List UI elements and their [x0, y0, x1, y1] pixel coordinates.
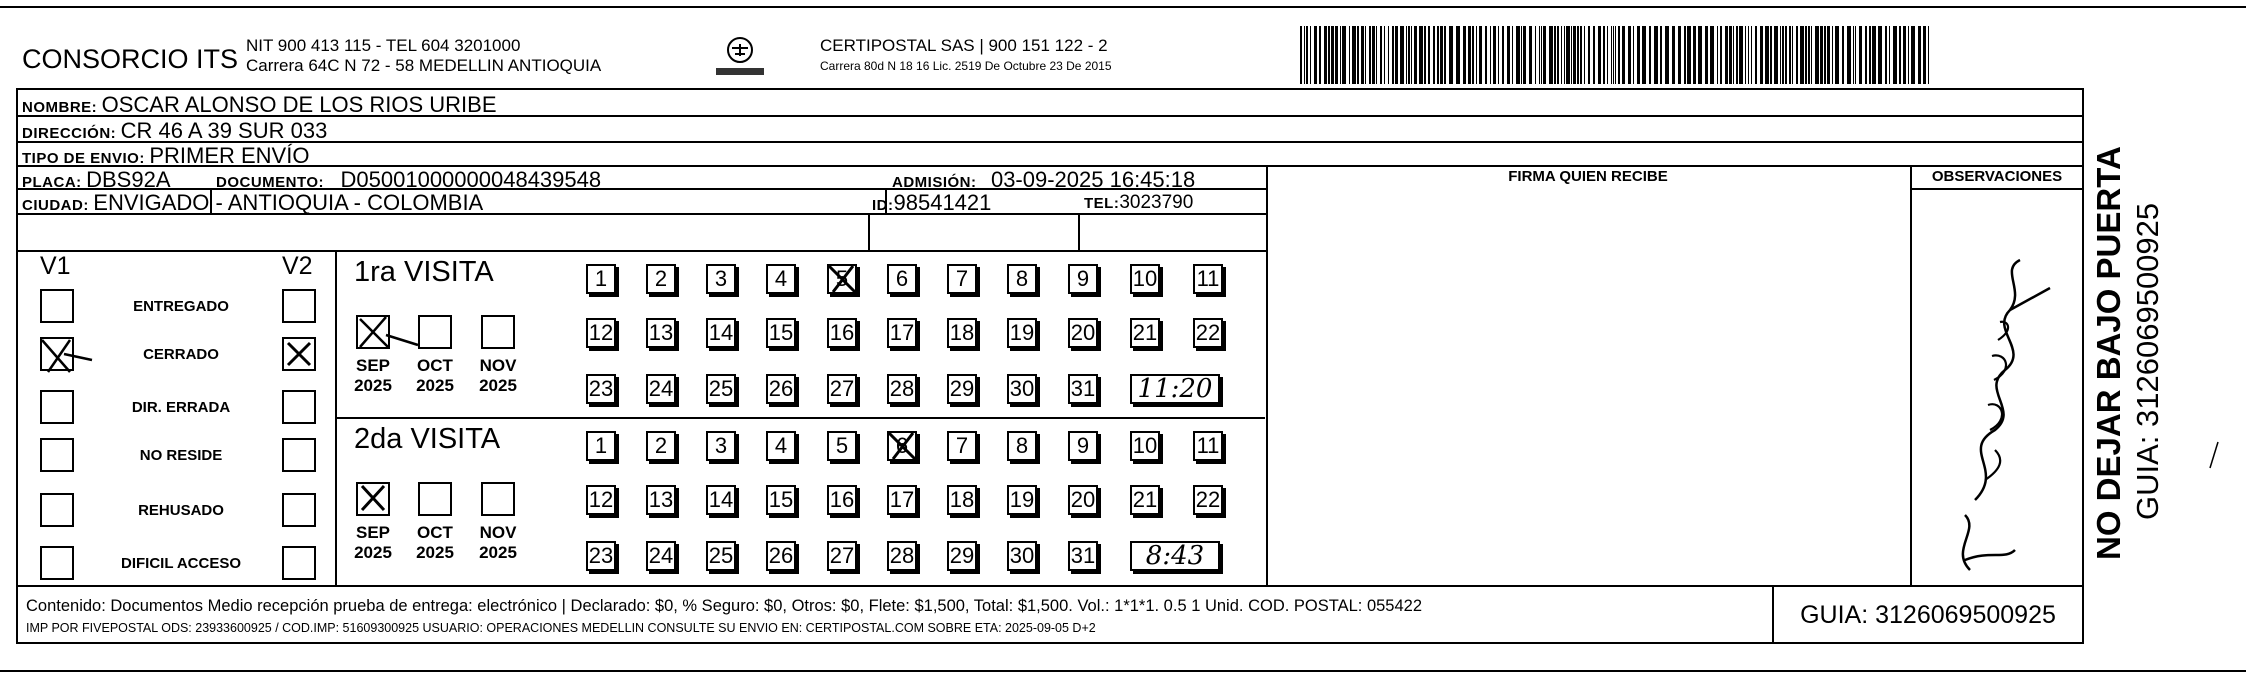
day-box[interactable]: 9 [1068, 264, 1098, 294]
day-box[interactable]: 27 [827, 374, 857, 404]
observaciones-signature [1910, 230, 2084, 580]
month-name: NOV [479, 523, 517, 542]
status-v1-checkbox[interactable] [40, 493, 74, 527]
day-box[interactable]: 31 [1068, 541, 1098, 571]
certipostal-name-line: CERTIPOSTAL SAS | 900 151 122 - 2 [820, 36, 1108, 55]
day-box[interactable]: 10 [1130, 264, 1160, 294]
day-box[interactable]: 2 [646, 431, 676, 461]
tipo-label: TIPO DE ENVIO: [22, 150, 145, 167]
recipient-address: CR 46 A 39 SUR 033 [120, 118, 328, 143]
day-box[interactable]: 10 [1130, 431, 1160, 461]
day-box[interactable]: 25 [706, 374, 736, 404]
status-label: DIFICIL ACCESO [120, 555, 241, 572]
month-checkbox[interactable] [481, 315, 515, 349]
day-box[interactable]: 27 [827, 541, 857, 571]
status-v2-checkbox[interactable] [282, 546, 316, 580]
tel-cell [1084, 192, 1193, 214]
day-box[interactable]: 8 [1007, 431, 1037, 461]
day-box[interactable]: 19 [1007, 485, 1037, 515]
direccion-row [22, 118, 327, 144]
day-box[interactable]: 26 [766, 541, 796, 571]
day-box[interactable]: 16 [827, 485, 857, 515]
visit-time[interactable]: 11:20 [1130, 374, 1220, 404]
month-checkbox[interactable] [418, 315, 452, 349]
day-box[interactable]: 15 [766, 485, 796, 515]
day-box[interactable]: 25 [706, 541, 736, 571]
status-v1-checkbox[interactable] [40, 390, 74, 424]
day-box[interactable]: 29 [947, 374, 977, 404]
v2-check-mark [282, 337, 316, 371]
status-label: REHUSADO [138, 502, 224, 519]
day-box[interactable]: 6 [887, 264, 917, 294]
side-warning: NO DEJAR BAJO PUERTA [2090, 146, 2127, 560]
bottom-rule [0, 670, 2246, 672]
top-rule [0, 6, 2246, 8]
day-box[interactable]: 8 [1007, 264, 1037, 294]
day-box[interactable]: 21 [1130, 485, 1160, 515]
month-label [348, 356, 398, 396]
edge-mark [2204, 440, 2224, 470]
day-box[interactable]: 29 [947, 541, 977, 571]
month-name: SEP [355, 523, 391, 542]
month-checkbox[interactable] [481, 482, 515, 516]
month-name: OCT [417, 523, 453, 542]
documento-label: DOCUMENTO: [216, 174, 325, 191]
id-value: 98541421 [893, 190, 992, 215]
placa-value: DBS92A [86, 167, 171, 192]
v1-check-mark [36, 334, 96, 374]
day-box[interactable]: 11 [1193, 431, 1223, 461]
day-box[interactable]: 4 [766, 264, 796, 294]
company-nit-line: NIT 900 413 115 - TEL 604 3201000 [246, 36, 521, 55]
status-v2-checkbox[interactable] [282, 390, 316, 424]
ciudad-cell [22, 190, 483, 216]
day-box[interactable]: 11 [1193, 264, 1223, 294]
status-v1-checkbox[interactable] [40, 546, 74, 580]
firma-header: FIRMA QUIEN RECIBE [1508, 168, 1668, 185]
day-box[interactable]: 1 [586, 264, 616, 294]
status-label: CERRADO [143, 346, 219, 363]
id-cell [872, 190, 991, 216]
month-check-mark [356, 313, 426, 353]
nombre-row [22, 92, 497, 118]
day-box[interactable]: 20 [1068, 485, 1098, 515]
visit-title: 1ra VISITA [354, 256, 494, 288]
day-box[interactable]: 23 [586, 374, 616, 404]
day-box[interactable]: 24 [646, 374, 676, 404]
certipostal-logo [710, 34, 770, 82]
day-box[interactable]: 19 [1007, 318, 1037, 348]
day-box[interactable]: 28 [887, 374, 917, 404]
day-box[interactable]: 26 [766, 374, 796, 404]
direccion-label: DIRECCIÓN: [22, 125, 117, 142]
day-box[interactable]: 12 [586, 318, 616, 348]
day-box[interactable]: 20 [1068, 318, 1098, 348]
day-box[interactable]: 17 [887, 485, 917, 515]
month-year: 2025 [479, 376, 517, 395]
day-box[interactable]: 18 [947, 485, 977, 515]
day-box[interactable]: 23 [586, 541, 616, 571]
barcode [1300, 26, 1932, 84]
certipostal-address-line: Carrera 80d N 18 16 Lic. 2519 De Octubre 23 De 2015 [820, 59, 1112, 73]
day-box[interactable]: 2 [646, 264, 676, 294]
documento-value: D05001000000048439548 [340, 167, 602, 192]
month-name: SEP [355, 356, 391, 375]
tel-label: TEL: [1084, 195, 1120, 212]
day-box[interactable]: 7 [947, 264, 977, 294]
day-check-mark [825, 262, 859, 296]
day-box[interactable]: 4 [766, 431, 796, 461]
admision-label: ADMISIÓN: [892, 174, 977, 191]
day-box[interactable]: 17 [887, 318, 917, 348]
month-label [348, 523, 398, 563]
status-v1-checkbox[interactable] [40, 289, 74, 323]
day-box[interactable]: 31 [1068, 374, 1098, 404]
status-v1-checkbox[interactable] [40, 438, 74, 472]
day-box[interactable]: 13 [646, 318, 676, 348]
day-box[interactable]: 3 [706, 431, 736, 461]
day-box[interactable]: 22 [1193, 318, 1223, 348]
month-name: NOV [479, 356, 517, 375]
month-year: 2025 [479, 543, 517, 562]
ciudad-label: CIUDAD: [22, 197, 89, 214]
month-year: 2025 [354, 376, 392, 395]
month-label [410, 523, 460, 563]
day-box[interactable]: 9 [1068, 431, 1098, 461]
day-box[interactable]: 15 [766, 318, 796, 348]
month-label [473, 356, 523, 396]
day-box[interactable]: 24 [646, 541, 676, 571]
id-label: ID: [872, 197, 894, 214]
v2-header: V2 [282, 252, 313, 280]
v1-header: V1 [40, 252, 71, 280]
month-label [473, 523, 523, 563]
footer-content-line: Contenido: Documentos Medio recepción prueba de entrega: electrónico | Declarado: $0, % Seguro: $0, Otros: $0, Flete: $1,500, Total: $1,500. Vol.: 1*1*1. 0.5 1 Unid. COD. POSTAL: 055422 [26, 597, 1423, 615]
admision-value: 03-09-2025 16:45:18 [990, 167, 1196, 192]
company-nit [246, 36, 601, 76]
status-label: DIR. ERRADA [131, 399, 231, 416]
status-v2-checkbox[interactable] [282, 493, 316, 527]
footer-printer-line: IMP POR FIVEPOSTAL ODS: 23933600925 / COD.IMP: 51609300925 USUARIO: OPERACIONES MEDELLIN CONSULTE SU ENVIO EN: CERTIPOSTAL.COM SOBRE ETA: 2025-09-05 D+2 [26, 621, 1096, 635]
day-box[interactable]: 28 [887, 541, 917, 571]
day-box[interactable]: 3 [706, 264, 736, 294]
day-box[interactable]: 14 [706, 318, 736, 348]
day-box[interactable]: 30 [1007, 541, 1037, 571]
month-year: 2025 [416, 543, 454, 562]
day-box[interactable]: 5 [827, 431, 857, 461]
month-name: OCT [417, 356, 453, 375]
month-check-mark [356, 480, 426, 520]
visit-time[interactable]: 8:43 [1130, 541, 1220, 571]
status-label: ENTREGADO [133, 298, 229, 315]
day-box[interactable]: 30 [1007, 374, 1037, 404]
day-box[interactable]: 6 [887, 431, 917, 461]
month-label [410, 356, 460, 396]
side-guia: GUIA: 3126069500925 [2130, 202, 2165, 520]
visit-title: 2da VISITA [354, 423, 501, 455]
day-box[interactable]: 7 [947, 431, 977, 461]
day-box[interactable]: 5 [827, 264, 857, 294]
company-address-line: Carrera 64C N 72 - 58 MEDELLIN ANTIOQUIA [246, 56, 602, 75]
company-name: CONSORCIO ITS [22, 44, 239, 74]
tipo-row [22, 143, 309, 169]
day-box[interactable]: 18 [947, 318, 977, 348]
certipostal-info [820, 36, 1112, 76]
nombre-label: NOMBRE: [22, 99, 98, 116]
month-year: 2025 [354, 543, 392, 562]
recipient-name: OSCAR ALONSO DE LOS RIOS URIBE [101, 92, 497, 117]
day-box[interactable]: 16 [827, 318, 857, 348]
tel-value: 3023790 [1119, 192, 1194, 213]
day-box[interactable]: 21 [1130, 318, 1160, 348]
month-checkbox[interactable] [418, 482, 452, 516]
placa-label: PLACA: [22, 174, 82, 191]
day-box[interactable]: 13 [646, 485, 676, 515]
day-box[interactable]: 14 [706, 485, 736, 515]
day-box[interactable]: 12 [586, 485, 616, 515]
shipment-type: PRIMER ENVÍO [149, 143, 310, 168]
day-box[interactable]: 22 [1193, 485, 1223, 515]
status-v2-checkbox[interactable] [282, 438, 316, 472]
day-check-mark [885, 429, 919, 463]
observaciones-header: OBSERVACIONES [1931, 168, 2063, 185]
footer-guia: GUIA: 3126069500925 [1800, 601, 2056, 629]
month-year: 2025 [416, 376, 454, 395]
ciudad-value: ENVIGADO - ANTIOQUIA - COLOMBIA [93, 190, 484, 215]
status-label: NO RESIDE [139, 447, 223, 464]
status-v2-checkbox[interactable] [282, 289, 316, 323]
day-box[interactable]: 1 [586, 431, 616, 461]
